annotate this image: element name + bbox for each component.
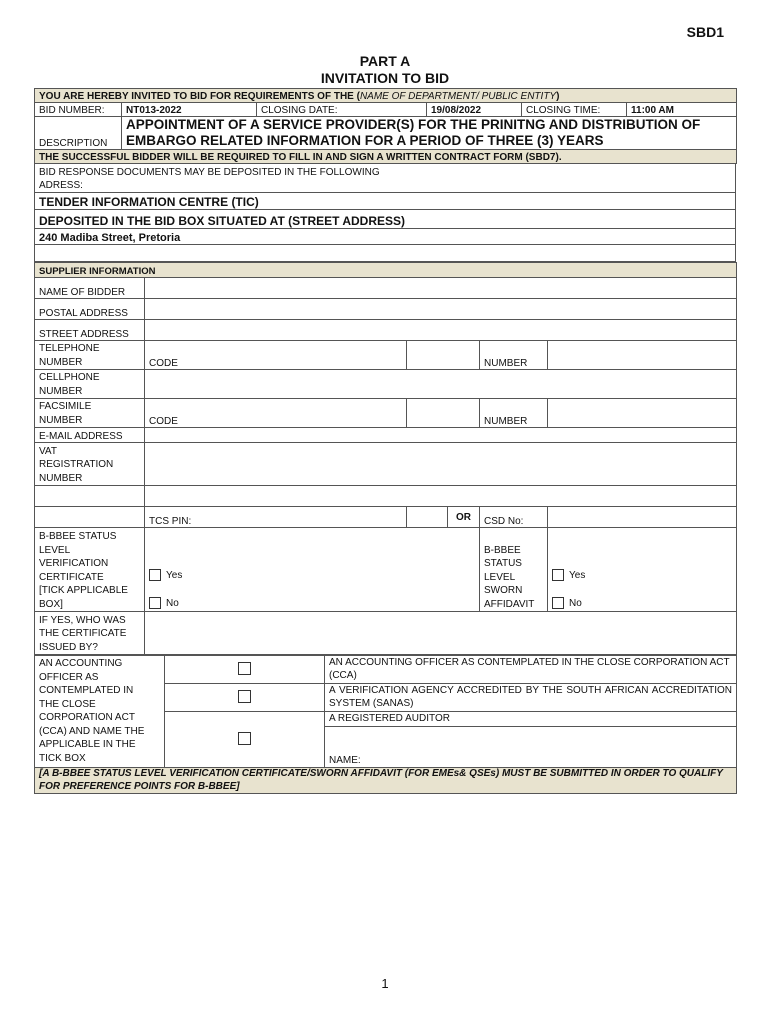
option2-checkbox[interactable]: [238, 690, 251, 703]
street-address-value: 240 Madiba Street, Pretoria: [35, 229, 736, 245]
option3-checkbox[interactable]: [238, 732, 251, 745]
bbbee-certificate-label: B-BBEE STATUS LEVEL VERIFICATION CERTIFICATE [TICK APPLICABLE BOX]: [35, 528, 145, 612]
vat-field[interactable]: [145, 443, 737, 486]
page-number: 1: [381, 976, 389, 991]
part-title: PART A: [359, 53, 411, 69]
closing-time-value: 11:00 AM: [627, 103, 737, 117]
issuer-options-table: [34, 655, 737, 794]
fax-number-field[interactable]: [548, 399, 737, 428]
name-of-bidder-label: NAME OF BIDDER: [35, 278, 145, 299]
tcs-pin-field[interactable]: TCS PIN:: [145, 507, 407, 528]
option3-label: A REGISTERED AUDITOR: [325, 712, 736, 727]
bid-number-value: NT013-2022: [122, 103, 257, 117]
bid-form: [34, 88, 736, 794]
bbbee-affidavit-options: [548, 528, 737, 612]
tcs-pin-label-cell: [35, 507, 145, 528]
telephone-label: TELEPHONE NUMBER: [35, 341, 145, 370]
email-field[interactable]: [145, 428, 737, 443]
affidavit-no-option[interactable]: No: [552, 597, 732, 611]
blank-label: [35, 486, 145, 507]
or-label: OR: [448, 507, 480, 528]
option1-checkbox-cell[interactable]: [165, 656, 325, 684]
telephone-number-label: NUMBER: [480, 341, 548, 370]
telephone-number-field[interactable]: [548, 341, 737, 370]
bid-details-table: [34, 88, 737, 164]
spacer-row: [35, 245, 736, 262]
affidavit-yes-option[interactable]: Yes: [552, 569, 732, 583]
name-of-bidder-field[interactable]: [145, 278, 737, 299]
cert-no-checkbox[interactable]: [149, 597, 161, 609]
issued-by-label: IF YES, WHO WAS THE CERTIFICATE ISSUED BY?: [35, 612, 145, 655]
affidavit-yes-checkbox[interactable]: [552, 569, 564, 581]
fax-number-label: NUMBER: [480, 399, 548, 428]
option3-checkbox-cell[interactable]: [165, 712, 325, 768]
cellphone-label: CELLPHONE NUMBER: [35, 370, 145, 399]
blank-field[interactable]: [145, 486, 737, 507]
invitation-row: YOU ARE HEREBY INVITED TO BID FOR REQUIREMENTS OF THE (NAME OF DEPARTMENT/ PUBLIC ENTITY): [35, 89, 737, 103]
fax-code-field[interactable]: CODE: [145, 399, 407, 428]
option2-label: A VERIFICATION AGENCY ACCREDITED BY THE SOUTH AFRICAN ACCREDITATION SYSTEM (SANAS): [325, 684, 737, 712]
csd-no-field[interactable]: [548, 507, 737, 528]
csd-no-label: CSD No:: [480, 507, 548, 528]
description-value: APPOINTMENT OF A SERVICE PROVIDER(S) FOR THE PRINITNG AND DISTRIBUTION OF EMBARGO RELATED INFORMATION FOR A PERIOD OF THREE (3) YEARS: [122, 117, 737, 150]
form-code: SBD1: [686, 24, 724, 40]
accounting-officer-label: AN ACCOUNTING OFFICER AS CONTEMPLATED IN THE CLOSE CORPORATION ACT (CCA) AND NAME THE APPLICABLE IN THE TICK BOX: [35, 656, 165, 768]
email-label: E-MAIL ADDRESS: [35, 428, 145, 443]
option3-cell: [325, 712, 737, 768]
facsimile-label: FACSIMILE NUMBER: [35, 399, 145, 428]
bid-number-label: BID NUMBER:: [35, 103, 122, 117]
affidavit-no-checkbox[interactable]: [552, 597, 564, 609]
deposit-instruction: DEPOSITED IN THE BID BOX SITUATED AT (STREET ADDRESS): [35, 210, 736, 229]
telephone-code-value[interactable]: [407, 341, 480, 370]
cert-yes-checkbox[interactable]: [149, 569, 161, 581]
bbbee-certificate-options: [145, 528, 480, 612]
option2-checkbox-cell[interactable]: [165, 684, 325, 712]
closing-date-label: CLOSING DATE:: [257, 103, 427, 117]
supplier-header: SUPPLIER INFORMATION: [35, 263, 737, 278]
option1-label: AN ACCOUNTING OFFICER AS CONTEMPLATED IN THE CLOSE CORPORATION ACT (CCA): [325, 656, 737, 684]
cert-yes-option[interactable]: Yes: [149, 569, 475, 583]
fax-code-value[interactable]: [407, 399, 480, 428]
tic-name: TENDER INFORMATION CENTRE (TIC): [35, 193, 736, 210]
postal-address-label: POSTAL ADDRESS: [35, 299, 145, 320]
cert-no-option[interactable]: No: [149, 597, 475, 611]
closing-date-value: 19/08/2022: [427, 103, 522, 117]
option1-checkbox[interactable]: [238, 662, 251, 675]
issued-by-field[interactable]: [145, 612, 737, 655]
page-title: INVITATION TO BID: [320, 70, 450, 86]
supplier-info-table: [34, 262, 737, 655]
tcs-pin-value[interactable]: [407, 507, 448, 528]
contract-notice: THE SUCCESSFUL BIDDER WILL BE REQUIRED TO FILL IN AND SIGN A WRITTEN CONTRACT FORM (SBD7).: [35, 150, 737, 164]
response-instructions: BID RESPONSE DOCUMENTS MAY BE DEPOSITED IN THE FOLLOWING ADRESS:: [34, 164, 736, 192]
cellphone-field[interactable]: [145, 370, 737, 399]
bbbee-footer-note: [A B-BBEE STATUS LEVEL VERIFICATION CERTIFICATE/SWORN AFFIDAVIT (FOR EMEs& QSEs) MUST BE SUBMITTED IN ORDER TO QUALIFY FOR PREFERENCE POINTS FOR B-BBEE]: [35, 768, 737, 794]
description-label: DESCRIPTION: [35, 117, 122, 150]
name-label: NAME:: [329, 755, 361, 766]
bbbee-affidavit-label: B-BBEE STATUS LEVEL SWORN AFFIDAVIT: [480, 528, 548, 612]
deposit-address-table: [34, 192, 736, 262]
street-address-label: STREET ADDRESS: [35, 320, 145, 341]
vat-label: VAT REGISTRATION NUMBER: [35, 443, 145, 486]
street-address-field[interactable]: [145, 320, 737, 341]
postal-address-field[interactable]: [145, 299, 737, 320]
closing-time-label: CLOSING TIME:: [522, 103, 627, 117]
telephone-code-field[interactable]: CODE: [145, 341, 407, 370]
